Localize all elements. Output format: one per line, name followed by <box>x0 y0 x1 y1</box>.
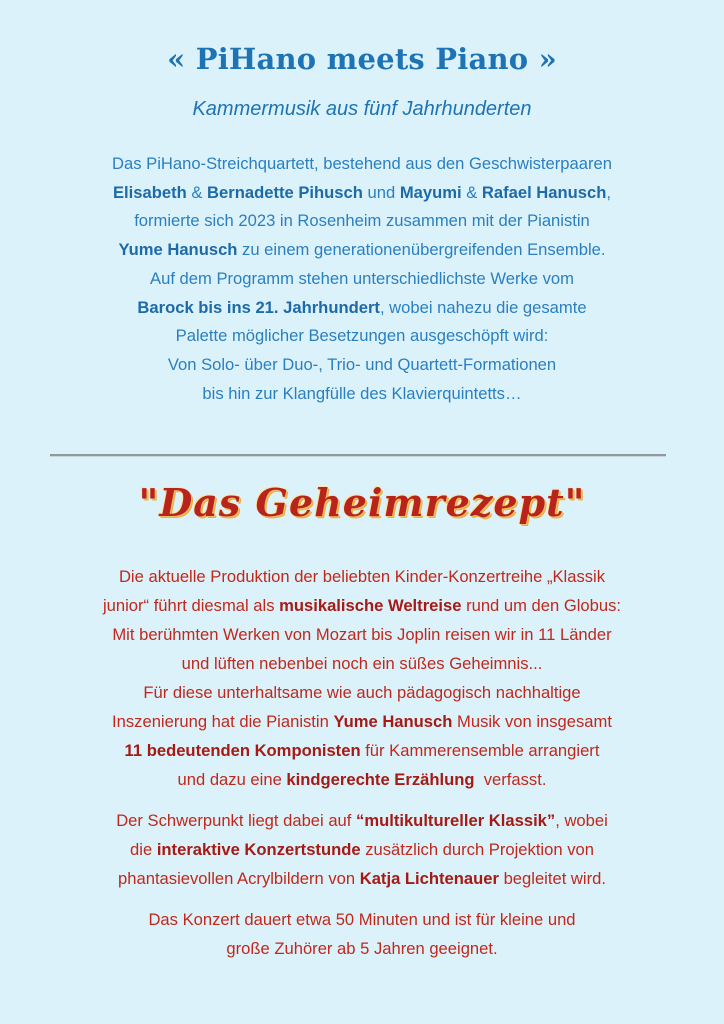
performer-name: Rafael Hanusch <box>481 182 607 202</box>
intro-line: formierte sich 2023 in Rosenheim zusammen mit der Pianistin <box>134 211 590 231</box>
section-divider <box>50 454 666 456</box>
pianist-name: Yume Hanusch <box>118 240 238 260</box>
text-fragment: die <box>130 840 157 859</box>
highlight: kindgerechte Erzählung <box>286 770 475 789</box>
description-line <box>30 806 694 835</box>
page-title: « PiHano meets Piano » <box>167 42 557 76</box>
intro-line: Von Solo- über Duo-, Trio- und Quartett-Formationen <box>167 354 557 374</box>
description-line: Das Konzert dauert etwa 50 Minuten und ist für kleine und <box>148 910 576 929</box>
intro-line: Das PiHano-Streichquartett, bestehend aus den Geschwisterpaaren <box>112 154 612 173</box>
intro-line: Palette möglicher Besetzungen ausgeschöpft wird: <box>175 326 549 346</box>
description-body <box>30 562 694 975</box>
text-fragment: Der Schwerpunkt liegt dabei auf <box>116 811 357 830</box>
text-fragment: , <box>606 182 612 202</box>
text-fragment: Musik von insgesamt <box>452 712 612 731</box>
description-line: Die aktuelle Produktion der beliebten Kinder-Konzertreihe „Klassik <box>118 567 606 586</box>
description-line <box>30 864 694 893</box>
text-fragment: junior“ führt diesmal als <box>102 596 280 615</box>
description-line <box>30 736 694 765</box>
text-fragment: & <box>186 182 208 202</box>
highlight: interaktive Konzertstunde <box>156 840 361 859</box>
intro-paragraph <box>40 150 684 408</box>
section-heading: "Das Geheimrezept" <box>138 480 586 525</box>
pianist-name: Yume Hanusch <box>333 712 453 731</box>
text-fragment: und <box>362 182 400 202</box>
text-fragment: phantasievollen Acrylbildern von <box>118 869 360 888</box>
description-line <box>30 835 694 864</box>
description-paragraph <box>30 562 694 794</box>
text-fragment: & <box>461 182 482 202</box>
artist-name: Katja Lichtenauer <box>359 869 499 888</box>
highlight: “multikultureller Klassik” <box>356 811 556 830</box>
description-line: große Zuhörer ab 5 Jahren geeignet. <box>226 939 498 958</box>
description-line: Für diese unterhaltsame wie auch pädagogisch nachhaltige <box>143 683 581 702</box>
text-fragment: zusätzlich durch Projektion von <box>360 840 594 859</box>
performer-name: Mayumi <box>399 182 462 202</box>
text-fragment: , wobei <box>555 811 608 830</box>
intro-line <box>40 294 684 323</box>
performer-name: Elisabeth <box>112 182 187 202</box>
description-line: Mit berühmten Werken von Mozart bis Joplin reisen wir in 11 Länder <box>112 625 612 644</box>
text-fragment: , wobei nahezu die gesamte <box>379 297 587 317</box>
text-fragment: zu einem generationenübergreifenden Ensemble. <box>237 240 606 260</box>
text-fragment: für Kammerensemble arrangiert <box>360 741 600 760</box>
description-line: und lüften nebenbei noch ein süßes Geheimnis... <box>181 654 543 673</box>
description-paragraph <box>30 905 694 963</box>
intro-line <box>40 179 684 208</box>
intro-line: bis hin zur Klangfülle des Klavierquintetts… <box>202 383 522 403</box>
description-line <box>30 765 694 794</box>
intro-line: Auf dem Programm stehen unterschiedlichste Werke vom <box>150 268 574 288</box>
performer-name: Bernadette Pihusch <box>207 182 363 202</box>
text-fragment: begleitet wird. <box>498 869 606 888</box>
description-paragraph <box>30 806 694 893</box>
text-fragment: Inszenierung hat die Pianistin <box>112 712 334 731</box>
description-line <box>30 707 694 736</box>
text-fragment: und dazu eine <box>177 770 287 789</box>
era-highlight: Barock bis ins 21. Jahrhundert <box>137 297 380 317</box>
highlight: 11 bedeutenden Komponisten <box>124 741 361 760</box>
highlight: musikalische Weltreise <box>279 596 462 615</box>
intro-line <box>40 236 684 265</box>
text-fragment: rund um den Globus: <box>461 596 622 615</box>
page-subtitle: Kammermusik aus fünf Jahrhunderten <box>192 98 532 120</box>
text-fragment: verfasst. <box>474 770 547 789</box>
description-line <box>30 591 694 620</box>
